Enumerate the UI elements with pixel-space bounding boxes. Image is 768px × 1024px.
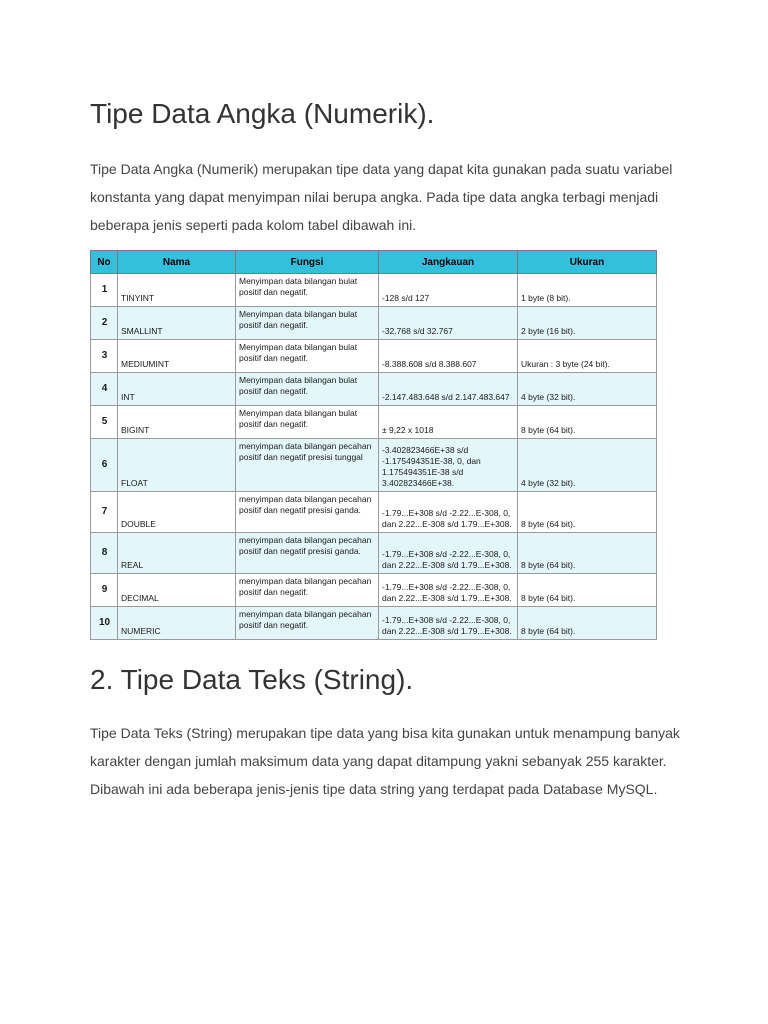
- cell-ukuran: 4 byte (32 bit).: [518, 373, 657, 406]
- table-row: [91, 492, 657, 533]
- cell-fungsi: menyimpan data bilangan pecahan positif dan negatif presisi tunggal: [236, 439, 379, 492]
- cell-nama: TINYINT: [118, 274, 236, 307]
- cell-ukuran: 8 byte (64 bit).: [518, 607, 657, 640]
- cell-fungsi: Menyimpan data bilangan bulat positif dan negatif.: [236, 373, 379, 406]
- cell-fungsi: Menyimpan data bilangan bulat positif dan negatif.: [236, 406, 379, 439]
- cell-jangkauan: ± 9,22 x 1018: [379, 406, 518, 439]
- cell-fungsi: Menyimpan data bilangan bulat positif dan negatif.: [236, 274, 379, 307]
- cell-nama: SMALLINT: [118, 307, 236, 340]
- cell-no: 5: [91, 406, 118, 439]
- section2-paragraph: Tipe Data Teks (String) merupakan tipe data yang bisa kita gunakan untuk menampung banyak karakter dengan jumlah maksimum data yang dapat ditampung yakni sebanyak 255 karakter. Dibawah ini ada beberapa jenis-jenis tipe data string yang terdapat pada Database MySQL.: [90, 725, 680, 797]
- cell-jangkauan: -1.79...E+308 s/d -2.22...E-308, 0, dan 2.22...E-308 s/d 1.79...E+308.: [379, 607, 518, 640]
- table-row: [91, 439, 657, 492]
- cell-no: 9: [91, 574, 118, 607]
- header-nama: Nama: [118, 251, 236, 274]
- header-jangkauan: Jangkauan: [379, 251, 518, 274]
- cell-nama: BIGINT: [118, 406, 236, 439]
- cell-no: 6: [91, 439, 118, 492]
- cell-no: 1: [91, 274, 118, 307]
- cell-jangkauan: -1.79...E+308 s/d -2.22...E-308, 0, dan 2.22...E-308 s/d 1.79...E+308.: [379, 492, 518, 533]
- cell-fungsi: menyimpan data bilangan pecahan positif dan negatif.: [236, 574, 379, 607]
- table-row: [91, 406, 657, 439]
- header-ukuran: Ukuran: [518, 251, 657, 274]
- header-fungsi: Fungsi: [236, 251, 379, 274]
- cell-no: 3: [91, 340, 118, 373]
- section1-paragraph: Tipe Data Angka (Numerik) merupakan tipe data yang dapat kita gunakan pada suatu variabel konstanta yang dapat menyimpan nilai berupa angka. Pada tipe data angka terbagi menjadi beberapa jenis seperti pada kolom tabel dibawah ini.: [90, 161, 673, 233]
- cell-ukuran: 8 byte (64 bit).: [518, 574, 657, 607]
- section1-heading: Tipe Data Angka (Numerik).: [90, 98, 435, 129]
- table-row: [91, 274, 657, 307]
- cell-no: 7: [91, 492, 118, 533]
- table-header-row: [91, 251, 657, 274]
- cell-ukuran: Ukuran : 3 byte (24 bit).: [518, 340, 657, 373]
- cell-fungsi: menyimpan data bilangan pecahan positif dan negatif presisi ganda.: [236, 533, 379, 574]
- cell-ukuran: 8 byte (64 bit).: [518, 492, 657, 533]
- cell-fungsi: menyimpan data bilangan pecahan positif dan negatif presisi ganda.: [236, 492, 379, 533]
- cell-nama: DECIMAL: [118, 574, 236, 607]
- cell-ukuran: 8 byte (64 bit).: [518, 406, 657, 439]
- table-row: [91, 340, 657, 373]
- cell-nama: MEDIUMINT: [118, 340, 236, 373]
- table-row: [91, 533, 657, 574]
- table-row: [91, 574, 657, 607]
- cell-ukuran: 1 byte (8 bit).: [518, 274, 657, 307]
- cell-nama: FLOAT: [118, 439, 236, 492]
- section2-heading: 2. Tipe Data Teks (String).: [90, 664, 414, 695]
- cell-nama: NUMERIC: [118, 607, 236, 640]
- cell-fungsi: Menyimpan data bilangan bulat positif dan negatif.: [236, 340, 379, 373]
- cell-ukuran: 8 byte (64 bit).: [518, 533, 657, 574]
- cell-no: 2: [91, 307, 118, 340]
- cell-fungsi: Menyimpan data bilangan bulat positif dan negatif.: [236, 307, 379, 340]
- data-table: [90, 250, 657, 640]
- cell-jangkauan: -2.147.483.648 s/d 2.147.483.647: [379, 373, 518, 406]
- cell-jangkauan: -8.388.608 s/d 8.388.607: [379, 340, 518, 373]
- cell-nama: INT: [118, 373, 236, 406]
- cell-jangkauan: -128 s/d 127: [379, 274, 518, 307]
- cell-nama: DOUBLE: [118, 492, 236, 533]
- cell-no: 8: [91, 533, 118, 574]
- numeric-types-table: [90, 250, 656, 639]
- cell-no: 4: [91, 373, 118, 406]
- cell-nama: REAL: [118, 533, 236, 574]
- cell-ukuran: 4 byte (32 bit).: [518, 439, 657, 492]
- cell-no: 10: [91, 607, 118, 640]
- table-row: [91, 607, 657, 640]
- header-no: No: [91, 251, 118, 274]
- table-row: [91, 307, 657, 340]
- table-row: [91, 373, 657, 406]
- cell-jangkauan: -32.768 s/d 32.767: [379, 307, 518, 340]
- cell-jangkauan: -3.402823466E+38 s/d -1.175494351E-38, 0, dan 1.175494351E-38 s/d 3.402823466E+38.: [379, 439, 518, 492]
- cell-jangkauan: -1.79...E+308 s/d -2.22...E-308, 0, dan 2.22...E-308 s/d 1.79...E+308.: [379, 574, 518, 607]
- cell-ukuran: 2 byte (16 bit).: [518, 307, 657, 340]
- cell-fungsi: menyimpan data bilangan pecahan positif dan negatif.: [236, 607, 379, 640]
- cell-jangkauan: -1.79...E+308 s/d -2.22...E-308, 0, dan 2.22...E-308 s/d 1.79...E+308.: [379, 533, 518, 574]
